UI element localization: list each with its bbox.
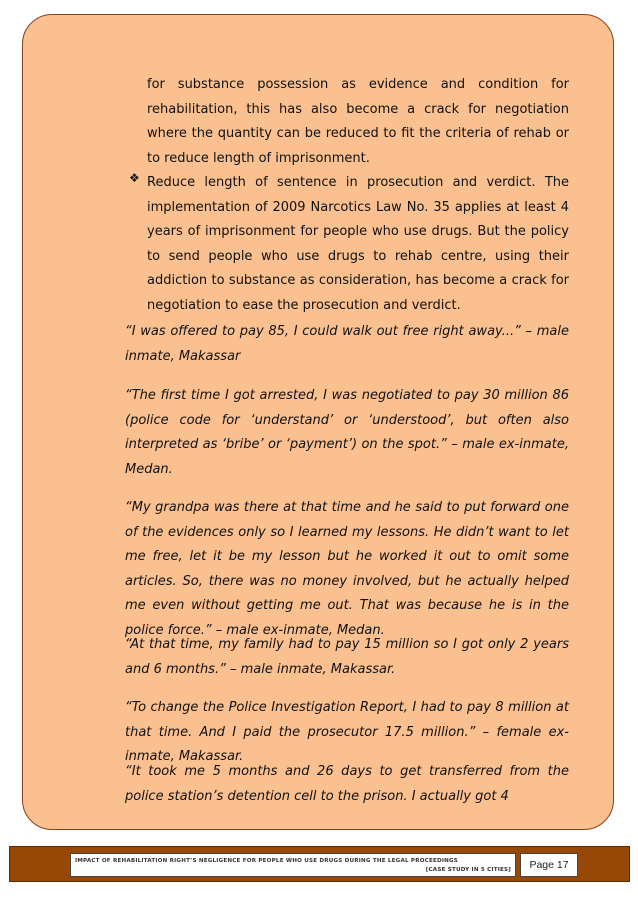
footer-title-box [70,853,516,877]
content-panel [22,14,614,830]
footer-title-line2: [CASE STUDY IN 5 CITIES] [425,867,511,873]
quote-6: “It took me 5 months and 26 days to get transferred from the police station’s detention cell to the prison. I actually got 4 [125,764,569,804]
bullet-item [127,171,569,318]
quote-2: “The first time I got arrested, I was negotiated to pay 30 million 86 (police code for ‘understand’ or ‘understood’, but often also interpreted as ‘bribe’ or ‘payment’) on the spot.” – male ex-inmate, Medan. [125,388,569,477]
continuation-paragraph: for substance possession as evidence and condition for rehabilitation, this has also become a crack for negotiation where the quantity can be reduced to fit the criteria of rehab or to reduce length of imprisonment. [147,77,569,166]
quote-5: “To change the Police Investigation Report, I had to pay 8 million at that time. And I paid the prosecutor 17.5 million.” – female ex-inmate, Makassar. [125,700,569,764]
footer-title-line1: IMPACT OF REHABILITATION RIGHT’S NEGLIGENCE FOR PEOPLE WHO USE DRUGS DURING THE LEGAL PROCEEDINGS [75,858,459,864]
bullet-text: Reduce length of sentence in prosecution and verdict. The implementation of 2009 Narcotics Law No. 35 applies at least 4 years of imprisonment for people who use drugs. But the policy to send people who use drugs to rehab centre, using their addiction to substance as consideration, has become a crack for negotiation to ease the prosecution and verdict. [147,175,569,313]
quote-4: “At that time, my family had to pay 15 million so I got only 2 years and 6 months.” – male inmate, Makassar. [125,637,569,677]
quote-1: “I was offered to pay 85, I could walk out free right away...” – male inmate, Makassar [125,324,569,364]
diamond-bullet-icon: ❖ [129,171,140,185]
quote-3: “My grandpa was there at that time and he said to put forward one of the evidences only so I learned my lessons. He didn’t want to let me free, let it be my lesson but he worked it out to omit some articles. So, there was no money involved, but he actually helped me even without getting me out. That was because he is in the police force.” – male ex-inmate, Medan. [125,500,569,638]
page-number: Page 17 [520,853,578,877]
page-footer [9,846,630,882]
